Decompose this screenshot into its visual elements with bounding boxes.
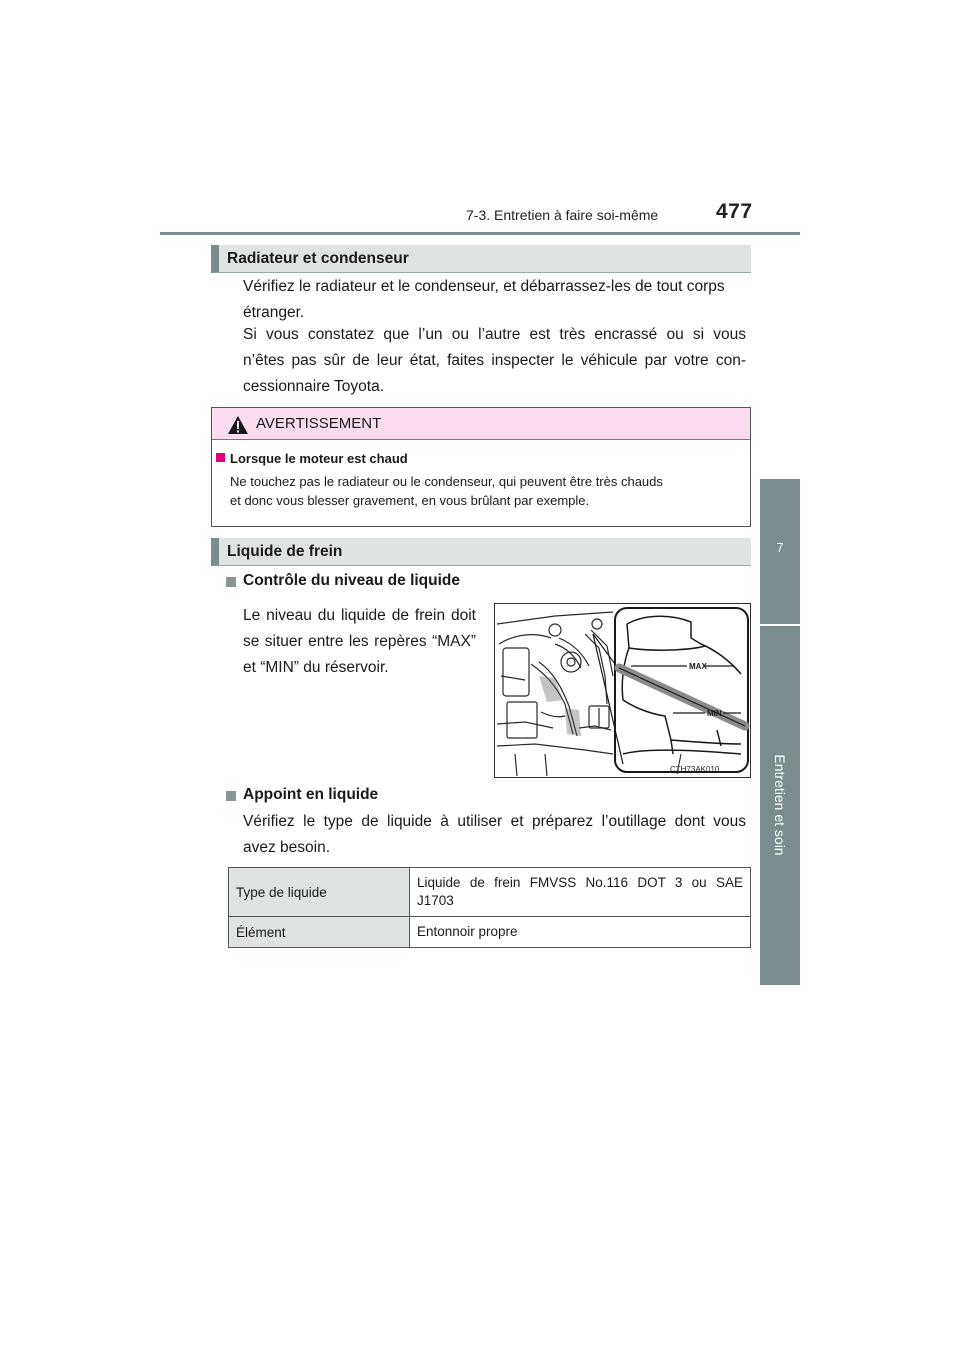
radiator-paragraph-1 <box>243 274 746 326</box>
table-key-cell: Type de liquide <box>229 868 410 917</box>
max-mark-label: MAX <box>689 662 707 671</box>
radiator-paragraph-2 <box>243 322 746 400</box>
brake-check-paragraph <box>243 603 476 681</box>
text-line: se situer entre les repères “MAX” <box>243 633 476 650</box>
table-value-cell: Entonnoir propre <box>410 917 751 948</box>
text-line: Liquide de frein FMVSS No.116 DOT 3 ou SAE <box>417 875 743 890</box>
section-heading-radiator <box>211 245 751 273</box>
text-line: et “MIN” du réservoir. <box>243 659 389 676</box>
subheading-refill: Appoint en liquide <box>243 786 379 803</box>
table-key-cell: Élément <box>229 917 410 948</box>
subheading-bullet <box>226 577 236 587</box>
fluid-spec-table <box>228 867 751 948</box>
engine-bay-drawing <box>495 604 751 778</box>
text-line: n’êtes pas sûr de leur état, faites inspecter le véhicule par votre con- <box>243 352 746 369</box>
chapter-title: Entretien et soin <box>772 754 788 856</box>
min-mark-label: MIN <box>707 709 722 718</box>
text-line: Ne touchez pas le radiateur ou le condenseur, qui peuvent être très chauds <box>230 474 663 489</box>
warning-body <box>230 472 743 510</box>
table-row <box>229 917 751 948</box>
running-header-section: 7-3. Entretien à faire soi-même <box>466 207 659 223</box>
text-line: Le niveau du liquide de frein doit <box>243 607 476 624</box>
chapter-number: 7 <box>776 540 784 555</box>
text-line: Si vous constatez que l’un ou l’autre est très encrassé ou si vous <box>243 326 746 343</box>
figure-code: CTH73AK010 <box>670 765 720 774</box>
text-line: et donc vous blesser gravement, en vous brûlant par exemple. <box>230 493 590 508</box>
text-line: Vérifiez le radiateur et le condenseur, et débarrassez-les de tout corps <box>243 278 725 295</box>
chapter-title-vertical <box>760 635 800 975</box>
warning-subtitle: Lorsque le moteur est chaud <box>230 451 408 466</box>
warning-title: AVERTISSEMENT <box>256 415 382 432</box>
warning-bullet-marker <box>216 453 225 462</box>
section-title: Liquide de frein <box>227 543 343 560</box>
section-heading-brake-fluid <box>211 538 751 566</box>
brake-reservoir-illustration <box>494 603 751 778</box>
text-line: cessionnaire Toyota. <box>243 378 385 395</box>
brake-refill-paragraph <box>243 809 746 861</box>
page-number: 477 <box>716 200 753 223</box>
header-rule <box>160 232 800 235</box>
table-row <box>229 868 751 917</box>
text-line: avez besoin. <box>243 839 331 856</box>
text-line: J1703 <box>417 893 454 908</box>
text-line: étranger. <box>243 304 305 321</box>
subheading-check-level: Contrôle du niveau de liquide <box>243 572 461 589</box>
text-line: Vérifiez le type de liquide à utiliser et préparez l’outillage dont vous <box>243 813 746 830</box>
warning-triangle-icon <box>227 415 249 435</box>
table-value-cell <box>410 868 751 917</box>
subheading-bullet <box>226 791 236 801</box>
section-title: Radiateur et condenseur <box>227 250 409 267</box>
